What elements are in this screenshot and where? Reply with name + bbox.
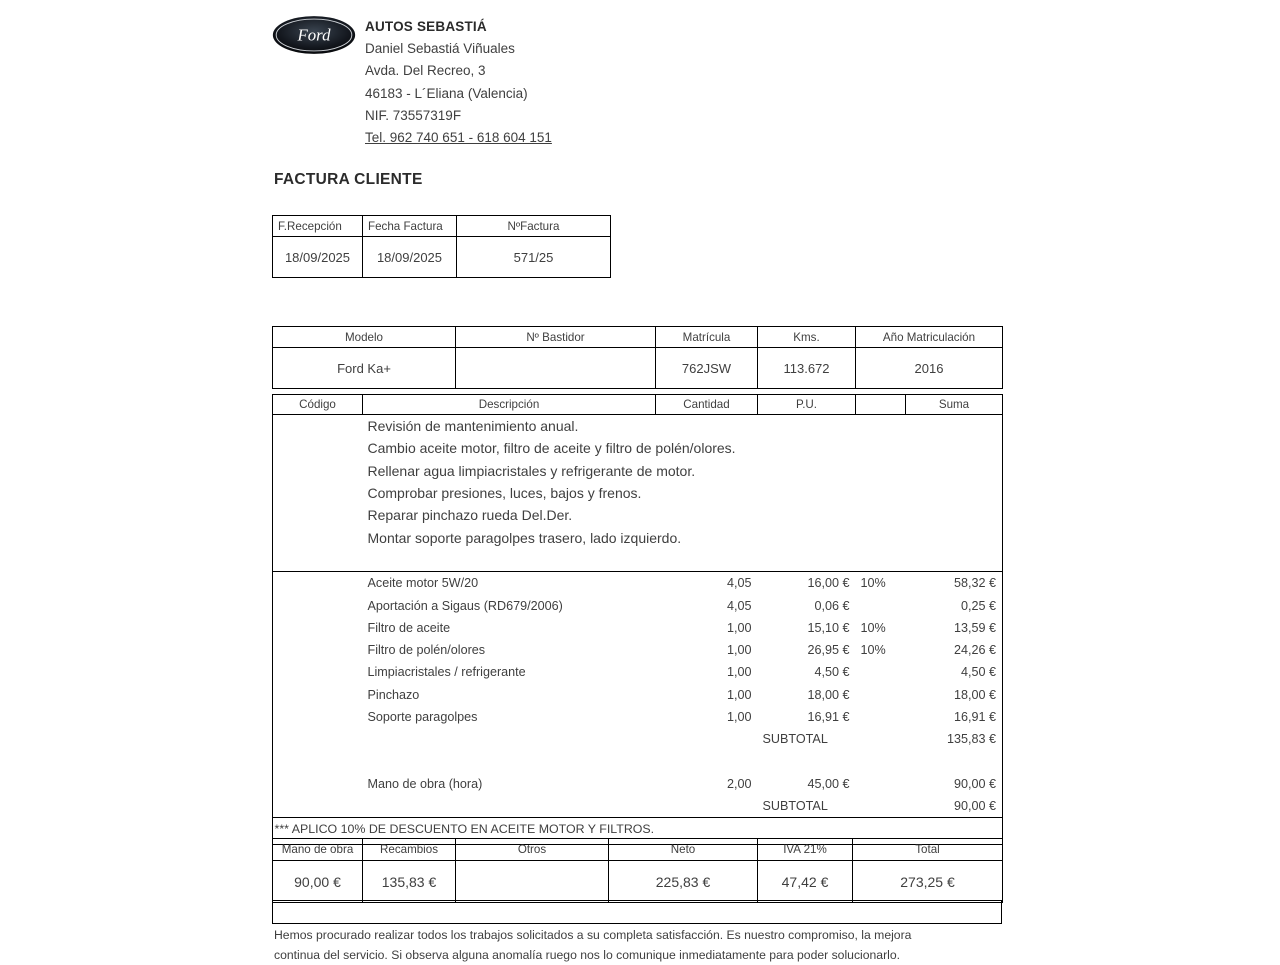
footer-line-1: Hemos procurado realizar todos los trabajos solicitados a su completa satisfacción. Es nuestro compromiso, la mejora — [274, 928, 912, 942]
meta-header-invoice-number: NºFactura — [457, 216, 611, 237]
table-row — [273, 661, 1003, 683]
part-description: Filtro de aceite — [367, 620, 451, 635]
part-description: Aceite motor 5W/20 — [367, 576, 479, 591]
items-header-quantity: Cantidad — [656, 395, 758, 415]
ford-oval-logo-icon — [272, 14, 356, 56]
table-row — [273, 706, 1003, 728]
table-row — [273, 617, 1003, 639]
work-line-1: Revisión de mantenimiento anual. — [367, 418, 579, 435]
part-discount — [856, 594, 906, 616]
part-description: Filtro de polén/olores — [367, 643, 486, 658]
table-row — [273, 327, 1003, 348]
blank-strip — [272, 900, 1002, 924]
labour-subtotal-label: SUBTOTAL — [758, 795, 906, 818]
totals-value-others — [456, 861, 609, 903]
table-row — [273, 504, 1003, 526]
part-unit-price: 15,10 € — [807, 620, 850, 635]
part-description: Limpiacristales / refrigerante — [367, 665, 526, 680]
meta-header-reception: F.Recepción — [273, 216, 363, 237]
work-sum-cell — [906, 437, 1003, 459]
spacer-row — [273, 549, 1003, 572]
meta-value-invoice-number: 571/25 — [457, 237, 611, 278]
vehicle-header-kms: Kms. — [758, 327, 856, 348]
table-row — [273, 839, 1003, 861]
work-sum-cell — [906, 526, 1003, 548]
part-discount: 10% — [860, 643, 886, 658]
labour-row — [273, 773, 1003, 795]
table-row — [273, 572, 1003, 595]
vehicle-table — [272, 326, 1003, 389]
totals-value-labour: 90,00 € — [273, 861, 363, 903]
part-code — [273, 706, 363, 728]
vehicle-header-plate: Matrícula — [656, 327, 758, 348]
part-discount: 10% — [860, 620, 886, 635]
company-owner: Daniel Sebastiá Viñuales — [365, 41, 515, 57]
work-sum-cell — [906, 482, 1003, 504]
part-unit-price: 16,00 € — [807, 576, 850, 591]
totals-header-labour: Mano de obra — [273, 839, 363, 861]
labour-discount — [856, 773, 906, 795]
totals-value-total: 273,25 € — [853, 861, 1003, 903]
totals-header-net: Neto — [609, 839, 758, 861]
totals-value-vat: 47,42 € — [758, 861, 853, 903]
part-description: Pinchazo — [367, 687, 420, 702]
part-sum: 24,26 € — [906, 639, 1003, 661]
work-code-cell — [273, 504, 363, 526]
parts-subtotal-value: 135,83 € — [906, 728, 1003, 750]
items-header-description: Descripción — [363, 395, 656, 415]
company-city: 46183 - L´Eliana (Valencia) — [365, 85, 528, 101]
totals-header-parts: Recambios — [363, 839, 456, 861]
footer-line-2: continua del servicio. Si observa alguna anomalía ruego nos lo comunique inmediatamente para poder solucionarlo. — [274, 948, 901, 962]
parts-subtotal-label: SUBTOTAL — [762, 732, 828, 747]
part-description: Soporte paragolpes — [367, 710, 478, 724]
parts-subtotal-row — [273, 728, 1003, 750]
vehicle-header-model: Modelo — [273, 327, 456, 348]
part-code — [273, 594, 363, 616]
work-sum-cell — [906, 415, 1003, 438]
part-discount — [856, 684, 906, 706]
work-code-cell — [273, 460, 363, 482]
work-line-4: Comprobar presiones, luces, bajos y frenos. — [367, 485, 642, 502]
labour-sum: 90,00 € — [906, 773, 1003, 795]
part-quantity: 1,00 — [726, 643, 752, 658]
part-sum: 58,32 € — [906, 572, 1003, 595]
company-nif: NIF. 73557319F — [365, 107, 462, 123]
part-code — [273, 617, 363, 639]
table-row — [273, 901, 1002, 924]
table-row — [273, 237, 611, 278]
part-code — [273, 639, 363, 661]
part-sum: 4,50 € — [906, 661, 1003, 683]
vehicle-value-model: Ford Ka+ — [273, 348, 456, 389]
work-sum-cell — [906, 460, 1003, 482]
table-row — [273, 415, 1003, 438]
part-unit-price: 26,95 € — [807, 643, 850, 658]
vehicle-value-plate: 762JSW — [656, 348, 758, 389]
work-line-3: Rellenar agua limpiacristales y refrigerante de motor. — [367, 462, 696, 479]
totals-value-parts: 135,83 € — [363, 861, 456, 903]
vehicle-header-year: Año Matriculación — [856, 327, 1003, 348]
part-sum: 18,00 € — [906, 684, 1003, 706]
company-name: AUTOS SEBASTIÁ — [365, 19, 487, 34]
work-code-cell — [273, 415, 363, 438]
vehicle-value-year: 2016 — [856, 348, 1003, 389]
table-row — [273, 348, 1003, 389]
totals-value-net: 225,83 € — [609, 861, 758, 903]
part-unit-price: 0,06 € — [814, 598, 850, 613]
line-items-table — [272, 394, 1003, 845]
invoice-meta-table — [272, 215, 611, 278]
items-header-sum: Suma — [906, 395, 1003, 415]
totals-header-total: Total — [853, 839, 1003, 861]
part-discount: 10% — [860, 576, 886, 591]
part-quantity: 1,00 — [726, 710, 752, 724]
totals-header-others: Otros — [456, 839, 609, 861]
part-quantity: 4,05 — [726, 598, 752, 613]
labour-unit-price: 45,00 € — [807, 776, 850, 791]
table-row — [273, 861, 1003, 903]
items-header-discount — [856, 395, 906, 415]
part-sum: 16,91 € — [906, 706, 1003, 728]
footer-note — [274, 925, 964, 965]
totals-header-vat: IVA 21% — [758, 839, 853, 861]
vehicle-value-vin — [456, 348, 656, 389]
table-row — [273, 460, 1003, 482]
part-unit-price: 4,50 € — [814, 665, 850, 680]
svg-text:Ford: Ford — [297, 25, 331, 45]
company-details — [365, 16, 845, 149]
vehicle-value-kms: 113.672 — [758, 348, 856, 389]
table-row — [273, 482, 1003, 504]
work-line-2: Cambio aceite motor, filtro de aceite y filtro de polén/olores. — [367, 440, 736, 457]
part-sum: 0,25 € — [906, 594, 1003, 616]
meta-header-invoice-date: Fecha Factura — [363, 216, 457, 237]
work-code-cell — [273, 526, 363, 548]
part-unit-price: 18,00 € — [807, 687, 850, 702]
labour-subtotal-value: 90,00 € — [906, 795, 1003, 818]
table-row — [273, 684, 1003, 706]
part-quantity: 1,00 — [726, 620, 752, 635]
part-discount — [856, 661, 906, 683]
labour-code — [273, 773, 363, 795]
part-code — [273, 572, 363, 595]
labour-quantity: 2,00 — [726, 776, 752, 791]
page-title: FACTURA CLIENTE — [274, 171, 423, 188]
part-unit-price: 16,91 € — [807, 710, 850, 724]
totals-table — [272, 838, 1003, 903]
table-row — [273, 639, 1003, 661]
part-discount — [856, 706, 906, 728]
blank-cell — [273, 901, 1002, 924]
labour-description: Mano de obra (hora) — [367, 776, 483, 791]
labour-subtotal-row — [273, 795, 1003, 818]
part-code — [273, 684, 363, 706]
part-quantity: 4,05 — [726, 576, 752, 591]
company-phone: Tel. 962 740 651 - 618 604 151 — [365, 130, 552, 146]
work-line-6: Montar soporte paragolpes trasero, lado izquierdo. — [367, 529, 682, 546]
work-code-cell — [273, 482, 363, 504]
part-sum: 13,59 € — [906, 617, 1003, 639]
table-row — [273, 526, 1003, 548]
part-description: Aportación a Sigaus (RD679/2006) — [367, 598, 563, 613]
work-code-cell — [273, 437, 363, 459]
table-row — [273, 216, 611, 237]
items-header-unit-price: P.U. — [758, 395, 856, 415]
spacer-row — [273, 750, 1003, 772]
part-quantity: 1,00 — [726, 665, 752, 680]
work-sum-cell — [906, 504, 1003, 526]
part-code — [273, 661, 363, 683]
meta-value-reception: 18/09/2025 — [273, 237, 363, 278]
work-line-5: Reparar pinchazo rueda Del.Der. — [367, 507, 573, 524]
meta-value-invoice-date: 18/09/2025 — [363, 237, 457, 278]
company-street: Avda. Del Recreo, 3 — [365, 63, 486, 79]
items-header-code: Código — [273, 395, 363, 415]
table-row — [273, 594, 1003, 616]
vehicle-header-vin: Nº Bastidor — [456, 327, 656, 348]
discount-note: *** APLICO 10% DE DESCUENTO EN ACEITE MOTOR Y FILTROS. — [274, 822, 655, 837]
part-quantity: 1,00 — [726, 687, 752, 702]
table-row — [273, 437, 1003, 459]
table-row — [273, 395, 1003, 415]
